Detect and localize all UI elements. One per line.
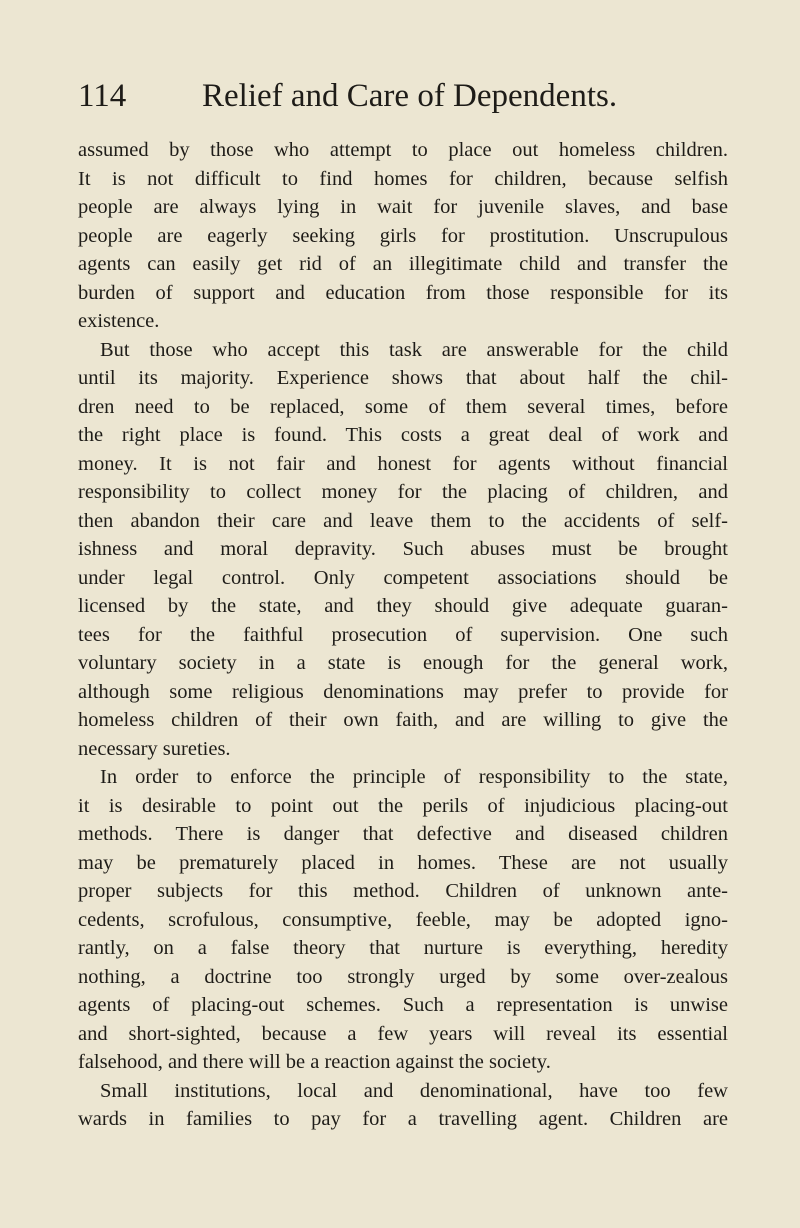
text-line: people are eagerly seeking girls for prostitution. Unscrupulous	[78, 224, 728, 247]
text-line: cedents, scrofulous, consumptive, feeble, may be adopted igno-	[78, 908, 728, 931]
text-line: under legal control. Only competent associations should be	[78, 566, 728, 589]
text-line: falsehood, and there will be a reaction against the society.	[78, 1051, 551, 1073]
text-line: the right place is found. This costs a great deal of work and	[78, 424, 728, 446]
text-line: proper subjects for this method. Children of unknown ante-	[78, 880, 728, 902]
page-number: 114	[78, 78, 127, 114]
text-line: money. It is not fair and honest for agents without financial	[78, 452, 728, 475]
text-line: In order to enforce the principle of responsibility to the state,	[100, 766, 728, 788]
text-line: agents of placing-out schemes. Such a representation is unwise	[78, 994, 728, 1016]
text-line: until its majority. Experience shows that about half the chil-	[78, 367, 728, 389]
text-line: burden of support and education from those responsible for its	[78, 281, 728, 304]
text-line: tees for the faithful prosecution of supervision. One such	[78, 623, 728, 646]
text-line: may be prematurely placed in homes. These are not usually	[78, 851, 728, 874]
text-line: But those who accept this task are answerable for the child	[100, 338, 728, 361]
text-line: voluntary society in a state is enough for the general work,	[78, 652, 728, 674]
text-line: rantly, on a false theory that nurture is everything, heredity	[78, 937, 728, 959]
text-line: ishness and moral depravity. Such abuses must be brought	[78, 538, 728, 560]
text-line: it is desirable to point out the perils of injudicious placing-out	[78, 794, 728, 817]
text-line: assumed by those who attempt to place out homeless children.	[78, 139, 728, 161]
text-line: people are always lying in wait for juvenile slaves, and base	[78, 196, 728, 218]
text-line: although some religious denominations may prefer to provide for	[78, 680, 728, 703]
text-line: licensed by the state, and they should give adequate guaran-	[78, 595, 728, 617]
text-line: existence.	[78, 310, 160, 332]
text-line: then abandon their care and leave them to the accidents of self-	[78, 509, 728, 532]
text-line: homeless children of their own faith, and are willing to give the	[78, 709, 728, 731]
text-line: necessary sureties.	[78, 737, 231, 760]
page-header	[78, 72, 728, 120]
body-text	[78, 136, 728, 1134]
text-line: Small institutions, local and denominational, have too few	[100, 1079, 728, 1102]
text-line: wards in families to pay for a travelling agent. Children are	[78, 1108, 728, 1130]
text-line: responsibility to collect money for the placing of children, and	[78, 481, 728, 503]
text-line: dren need to be replaced, some of them several times, before	[78, 395, 728, 418]
text-line: It is not difficult to find homes for children, because selfish	[78, 167, 728, 190]
text-line: nothing, a doctrine too strongly urged by some over-zealous	[78, 965, 728, 988]
text-line: methods. There is danger that defective and diseased children	[78, 823, 728, 845]
running-title: Relief and Care of Dependents.	[202, 78, 618, 114]
text-line: agents can easily get rid of an illegitimate child and transfer the	[78, 253, 728, 275]
text-line: and short-sighted, because a few years will reveal its essential	[78, 1022, 728, 1045]
